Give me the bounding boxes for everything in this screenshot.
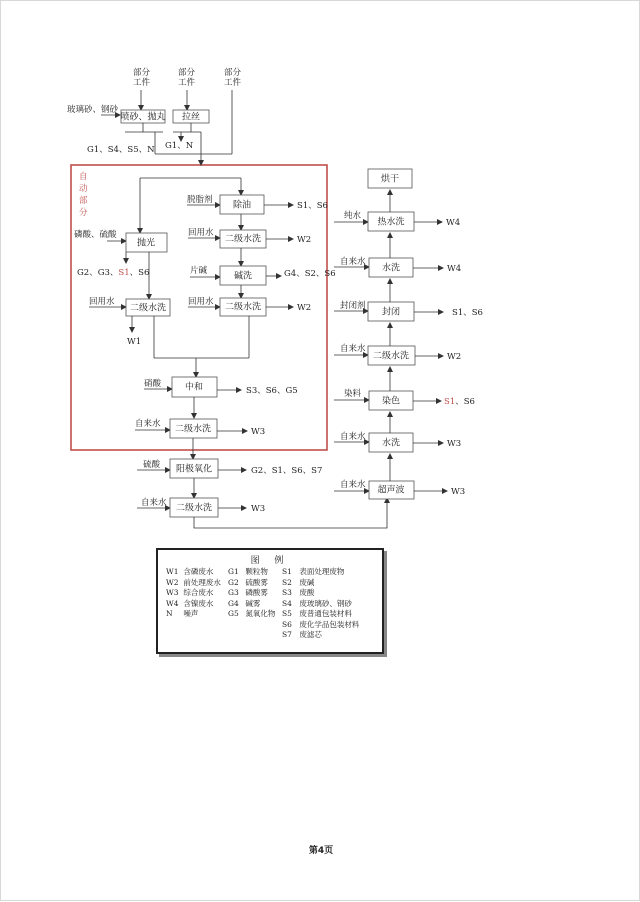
dye-input: 染料 <box>344 389 362 399</box>
reuse-water-input-2: 回用水 <box>188 228 214 238</box>
legend-text: 颗粒物 <box>243 567 268 576</box>
legend-text: 磷酸雾 <box>243 588 268 597</box>
auto-section-label-4: 分 <box>79 208 88 218</box>
anodize-waste: G2、S1、S6、S7 <box>251 466 323 476</box>
anodize-process <box>170 459 218 478</box>
solid-legend-item <box>282 578 359 589</box>
legend-text: 废化学品包装材料 <box>297 619 360 629</box>
nitric-acid-input: 硝酸 <box>144 379 162 389</box>
legend-code: W1 <box>166 567 179 576</box>
legend-text: 碱雾 <box>243 598 261 608</box>
svg-text:碱洗: 碱洗 <box>233 271 253 282</box>
sandblast-process <box>120 110 165 123</box>
svg-text:拉丝: 拉丝 <box>181 112 201 123</box>
legend-text: 废滤芯 <box>297 630 322 639</box>
gas-legend-item <box>228 588 275 599</box>
legend-code: W2 <box>166 577 179 587</box>
legend-code: G2 <box>228 577 239 587</box>
svg-text:染色: 染色 <box>381 396 401 407</box>
wire-emissions: G1、N <box>165 141 194 151</box>
neutralize-process <box>172 377 217 397</box>
ultrasonic-wastewater: W3 <box>451 487 466 497</box>
polish-process <box>126 233 167 252</box>
degrease-process <box>220 195 264 214</box>
seal-waste: S1、S6 <box>452 308 483 318</box>
legend-text: 噪声 <box>181 609 199 618</box>
rinse2-c-wastewater: W2 <box>297 303 312 313</box>
legend-text: 废碱 <box>297 577 315 587</box>
rinse2-r-process <box>368 346 415 365</box>
svg-text:热水洗: 热水洗 <box>377 217 405 228</box>
legend-text: 废普通包装材料 <box>297 609 352 618</box>
wastewater-legend-item <box>166 599 221 610</box>
sulfuric-acid-input: 硫酸 <box>143 460 161 470</box>
part-workpiece-label-2: 部分工件 <box>178 68 196 88</box>
degrease-waste: S1、S6 <box>297 201 328 211</box>
wastewater-legend-item <box>166 578 221 589</box>
svg-text:二级水洗: 二级水洗 <box>174 424 212 435</box>
solid-legend-item <box>282 588 359 599</box>
legend-text: 废玻璃砂、钢砂 <box>297 598 352 608</box>
svg-text:阳极氧化: 阳极氧化 <box>175 464 213 475</box>
reuse-water-input-3: 回用水 <box>188 297 214 307</box>
legend-code: S4 <box>282 598 292 608</box>
seal-process <box>368 302 414 321</box>
auto-section-label-2: 动 <box>79 184 88 194</box>
dyeing-waste: S1、S6 <box>444 397 475 407</box>
legend-code: S5 <box>282 609 292 618</box>
glass-sand-input: 玻璃砂、钢砂 <box>67 105 119 115</box>
solid-legend-item <box>282 567 359 578</box>
legend-text: 氮氧化物 <box>243 609 276 618</box>
legend-code: W3 <box>166 588 179 597</box>
rinse-r1-process <box>369 258 413 277</box>
tap-water-input-4: 自来水 <box>340 344 366 354</box>
svg-text:二级水洗: 二级水洗 <box>129 303 167 314</box>
part-workpiece-label-1: 部分工件 <box>133 68 151 88</box>
legend-code: S2 <box>282 577 292 587</box>
ultrasonic-process <box>369 481 414 499</box>
legend-code: S1 <box>282 567 292 576</box>
hot-rinse-wastewater: W4 <box>446 218 461 228</box>
svg-text:水洗: 水洗 <box>381 263 401 274</box>
hot-rinse-process <box>368 212 414 231</box>
rinse2-a-process <box>126 299 170 316</box>
auto-section-frame <box>71 165 327 450</box>
part-workpiece-label-3: 部分工件 <box>224 68 242 88</box>
rinse2-a-wastewater: W1 <box>127 337 142 347</box>
tap-water-input-3: 自来水 <box>340 257 366 267</box>
legend-text: 硫酸雾 <box>243 577 268 587</box>
page-number: 第4页 <box>308 846 334 856</box>
legend-code: S3 <box>282 588 292 597</box>
svg-text:喷砂、抛丸: 喷砂、抛丸 <box>120 112 166 123</box>
svg-text:除油: 除油 <box>232 200 252 211</box>
legend-code: W4 <box>166 598 179 608</box>
auto-section-label-1: 自 <box>79 172 88 182</box>
legend-code: G1 <box>228 567 239 576</box>
gas-legend-item <box>228 567 275 578</box>
solid-legend-item <box>282 630 359 641</box>
gas-legend-item <box>228 599 275 610</box>
rinse2-d-process <box>170 419 217 438</box>
legend-code: N <box>166 609 173 618</box>
pure-water-input: 纯水 <box>344 211 362 221</box>
legend-text: 含磷废水 <box>181 567 214 576</box>
svg-text:超声波: 超声波 <box>377 485 405 496</box>
alkali-emissions: G4、S2、S6 <box>284 269 336 279</box>
process-flow-diagram <box>1 1 640 902</box>
rinse2-d-wastewater: W3 <box>251 427 266 437</box>
legend-code: G4 <box>228 598 239 608</box>
sandblast-emissions: G1、S4、S5、N <box>87 145 155 155</box>
phosphoric-sulfuric-input: 磷酸、硫酸 <box>74 230 117 240</box>
solid-legend-item <box>282 599 359 610</box>
wastewater-legend-item <box>166 588 221 599</box>
legend-code: S7 <box>282 630 292 639</box>
solid-legend-item <box>282 609 359 620</box>
rinse-r2-process <box>369 433 413 452</box>
tap-water-input-5: 自来水 <box>340 432 366 442</box>
reuse-water-input-1: 回用水 <box>89 297 115 307</box>
svg-text:烘干: 烘干 <box>380 174 400 185</box>
rinse2-e-process <box>170 498 218 517</box>
alkali-wash-process <box>220 266 266 285</box>
legend-solid-column <box>282 567 359 641</box>
gas-legend-item <box>228 609 275 620</box>
dry-process <box>368 169 412 188</box>
rinse2-r-wastewater: W2 <box>447 352 462 362</box>
legend-code: G3 <box>228 588 239 597</box>
wastewater-legend-item <box>166 567 221 578</box>
rinse2-b-wastewater: W2 <box>297 235 312 245</box>
tap-water-input-1: 自来水 <box>135 419 161 429</box>
tap-water-input-2: 自来水 <box>141 498 167 508</box>
svg-text:水洗: 水洗 <box>381 438 401 449</box>
svg-text:封闭: 封闭 <box>381 307 401 318</box>
svg-text:二级水洗: 二级水洗 <box>224 302 262 313</box>
svg-text:抛光: 抛光 <box>136 238 156 249</box>
legend-title: 图 例 <box>250 556 290 566</box>
wire-drawing-process <box>173 110 209 123</box>
gas-legend-item <box>228 578 275 589</box>
legend-code: G5 <box>228 609 239 618</box>
svg-text:二级水洗: 二级水洗 <box>372 351 410 362</box>
wastewater-legend-item <box>166 609 221 620</box>
rinse2-b-process <box>220 230 266 248</box>
dyeing-process <box>369 391 413 410</box>
solid-legend-item <box>282 620 359 631</box>
legend-code: S6 <box>282 619 292 629</box>
legend-text: 前处理废水 <box>181 577 221 587</box>
tap-water-input-6: 自来水 <box>340 480 366 490</box>
svg-text:中和: 中和 <box>184 382 204 393</box>
legend-text: 废酸 <box>297 588 315 597</box>
degreaser-input: 脱脂剂 <box>187 195 213 205</box>
rinse2-e-wastewater: W3 <box>251 504 266 514</box>
rinse-r2-wastewater: W3 <box>447 439 462 449</box>
legend-text: 综合废水 <box>181 588 214 597</box>
svg-text:二级水洗: 二级水洗 <box>224 234 262 245</box>
flake-alkali-input: 片碱 <box>190 266 208 276</box>
auto-section-label-3: 部 <box>79 196 88 206</box>
svg-text:二级水洗: 二级水洗 <box>175 503 213 514</box>
legend-gas-column <box>228 567 275 620</box>
sealant-input: 封闭剂 <box>340 301 366 311</box>
polish-emissions: G2、G3、S1、S6 <box>77 268 150 278</box>
rinse2-c-process <box>220 298 266 316</box>
legend-text: 含镍废水 <box>181 598 214 608</box>
rinse-r1-wastewater: W4 <box>447 264 462 274</box>
legend-box <box>156 548 384 654</box>
legend-wastewater-column <box>166 567 221 620</box>
legend-text: 表面处理废物 <box>297 567 345 576</box>
neutralize-waste: S3、S6、G5 <box>246 386 298 396</box>
